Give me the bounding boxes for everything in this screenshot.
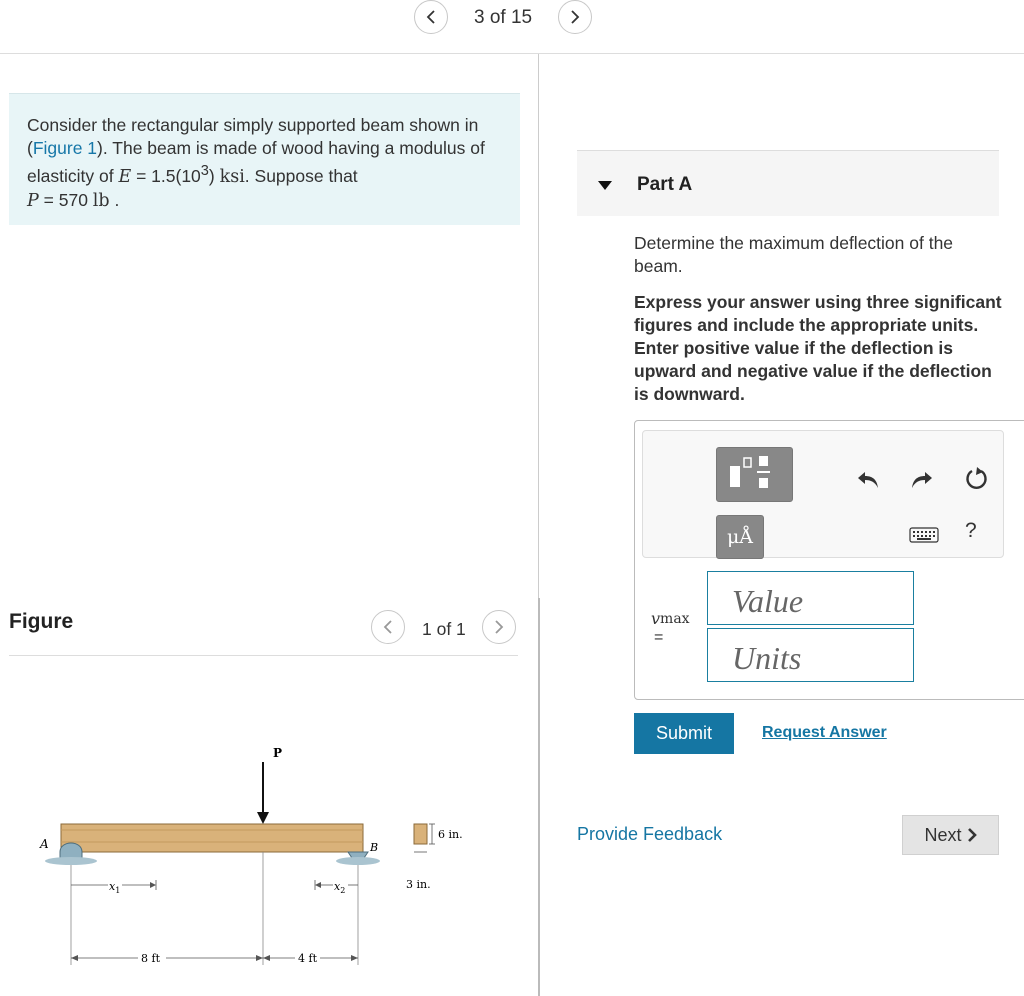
x1-label: $x_1$	[109, 880, 121, 895]
chevron-left-icon	[382, 620, 394, 634]
problem-statement: Consider the rectangular simply supported beam shown in (Figure 1). The beam is made of wood having a modulus of elasticity of $E = 1.5(10^3)$ ksi. Suppose that P = 570 lb .	[9, 93, 520, 225]
modulus-symbol: E	[118, 166, 132, 187]
help-button[interactable]: ?	[965, 519, 977, 542]
previous-figure-button[interactable]	[371, 610, 405, 644]
units-button[interactable]: μÅ	[716, 515, 764, 559]
equals-sign: =	[654, 629, 664, 646]
value-input[interactable]	[707, 571, 914, 625]
figure-counter: 1 of 1	[422, 619, 466, 639]
part-title: Part A	[637, 174, 693, 195]
templates-button[interactable]	[716, 447, 793, 502]
chevron-right-icon	[493, 620, 505, 634]
provide-feedback-link[interactable]: Provide Feedback	[577, 824, 723, 844]
question-text: Determine the maximum deflection of the beam.	[634, 233, 954, 276]
figure-title: Figure	[9, 610, 74, 633]
part-a-header[interactable]	[577, 150, 999, 216]
answer-box	[634, 420, 1024, 700]
top-pager	[0, 0, 1024, 54]
math-toolbar	[642, 430, 1004, 558]
width-label: 3 in.	[406, 878, 431, 891]
x2-label: $x_2$	[334, 880, 346, 895]
span-2-label: 4 ft	[298, 952, 317, 965]
fraction-template-icon	[717, 448, 794, 503]
submit-button[interactable]: Submit	[634, 713, 734, 754]
beam-figure	[30, 740, 500, 980]
chevron-right-icon	[569, 10, 581, 24]
chevron-left-icon	[425, 10, 437, 24]
collapse-triangle-icon	[598, 181, 612, 190]
load-unit: lb	[92, 190, 110, 211]
load-symbol: P	[27, 190, 39, 211]
span-1-label: 8 ft	[141, 952, 160, 965]
load-label: P	[273, 746, 283, 760]
reset-icon[interactable]	[961, 463, 993, 495]
chevron-right-icon	[967, 828, 977, 842]
figure-header	[9, 600, 518, 656]
undo-icon[interactable]	[853, 463, 885, 495]
column-divider-lower	[538, 598, 540, 996]
answer-instructions: Express your answer using three significant figures and include the appropriate units. Enter positive value if the deflection is upward and negative value if the deflection is downward.	[634, 292, 1002, 404]
modulus-unit: ksi	[219, 166, 245, 187]
next-button[interactable]: Next	[902, 815, 999, 855]
figure-link[interactable]: Figure 1	[32, 138, 98, 158]
support-a-label: A	[40, 837, 49, 851]
next-figure-button[interactable]	[482, 610, 516, 644]
request-answer-link[interactable]: Request Answer	[762, 724, 887, 741]
variable-label: $v_{max}$	[651, 609, 690, 628]
previous-question-button[interactable]	[414, 0, 448, 34]
depth-label: 6 in.	[438, 828, 463, 841]
redo-icon[interactable]	[905, 463, 937, 495]
keyboard-icon[interactable]	[908, 519, 940, 551]
support-b-label: B	[370, 841, 379, 854]
question-counter: 3 of 15	[474, 7, 533, 28]
units-input[interactable]	[707, 628, 914, 682]
next-question-button[interactable]	[558, 0, 592, 34]
